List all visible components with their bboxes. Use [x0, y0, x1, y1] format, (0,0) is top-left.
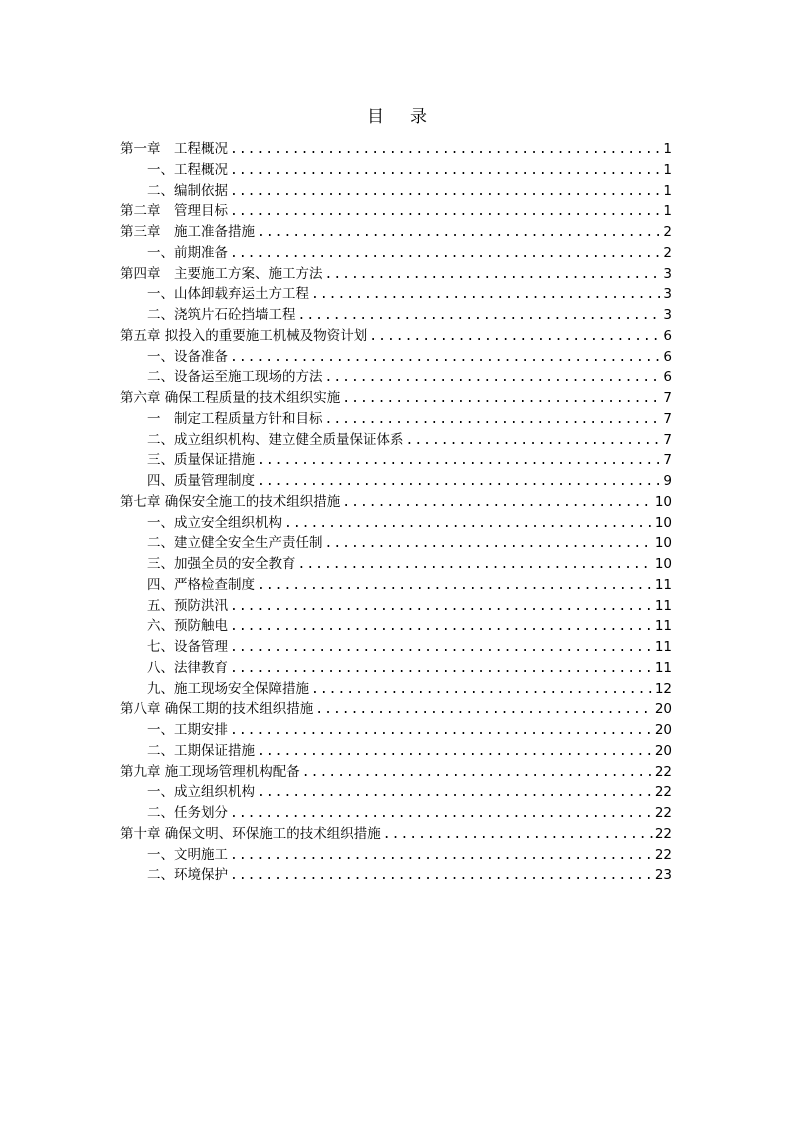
toc-section-entry[interactable]: [120, 782, 672, 803]
toc-entry-page-number: 7: [663, 431, 672, 448]
toc-entry-page-number: 11: [654, 597, 672, 614]
toc-dot-leader: [230, 721, 653, 741]
toc-entry-page-number: 6: [663, 369, 672, 386]
toc-entry-label: 一、工程概况: [147, 161, 228, 178]
toc-entry-label: 三、质量保证措施: [147, 452, 255, 469]
toc-entry-page-number: 3: [663, 286, 672, 303]
toc-dot-leader: [406, 431, 662, 451]
toc-dot-leader: [230, 638, 653, 658]
toc-entry-label: 二、任务划分: [147, 805, 228, 821]
toc-entry-page-number: 22: [654, 784, 672, 801]
toc-section-entry[interactable]: [120, 658, 672, 679]
toc-dot-leader: [342, 389, 661, 409]
toc-entry-page-number: 11: [654, 639, 672, 655]
toc-chapter-entry[interactable]: [120, 699, 672, 720]
toc-dot-leader: [325, 265, 662, 285]
toc-section-entry[interactable]: [120, 865, 672, 886]
toc-dot-leader: [230, 659, 653, 679]
toc-entry-label: 四、质量管理制度: [147, 473, 255, 489]
toc-section-entry[interactable]: [120, 803, 672, 824]
toc-chapter-entry[interactable]: [120, 492, 672, 513]
toc-entry-label: 一、设备准备: [147, 348, 228, 365]
toc-dot-leader: [342, 493, 653, 513]
toc-entry-label: 第十章 确保文明、环保施工的技术组织措施: [120, 825, 381, 842]
toc-entry-page-number: 10: [654, 493, 672, 510]
toc-entry-page-number: 6: [663, 348, 672, 365]
toc-entry-page-number: 1: [663, 182, 672, 199]
toc-dot-leader: [230, 244, 661, 264]
toc-entry-page-number: 20: [654, 742, 672, 759]
toc-section-entry[interactable]: [120, 637, 672, 658]
toc-dot-leader: [230, 804, 653, 824]
toc-dot-leader: [311, 285, 661, 305]
toc-dot-leader: [257, 451, 661, 471]
toc-dot-leader: [325, 410, 662, 430]
toc-entry-label: 二、工期保证措施: [147, 742, 255, 759]
toc-section-entry[interactable]: [120, 554, 672, 575]
toc-entry-label: 二、编制依据: [147, 182, 228, 199]
toc-dot-leader: [311, 680, 653, 700]
toc-chapter-entry[interactable]: [120, 222, 672, 243]
toc-entry-label: 一、成立组织机构: [147, 784, 255, 801]
toc-chapter-entry[interactable]: [120, 388, 672, 409]
toc-list: [120, 139, 672, 886]
toc-section-entry[interactable]: [120, 284, 672, 305]
toc-entry-page-number: 20: [654, 701, 672, 718]
toc-dot-leader: [257, 472, 661, 492]
toc-entry-label: 二、建立健全安全生产责任制: [147, 535, 323, 552]
toc-entry-page-number: 7: [663, 390, 672, 406]
toc-entry-page-number: 2: [663, 244, 672, 261]
toc-section-entry[interactable]: [120, 160, 672, 181]
toc-dot-leader: [257, 576, 653, 596]
toc-entry-label: 一、成立安全组织机构: [147, 514, 282, 531]
toc-entry-page-number: 22: [654, 763, 672, 780]
toc-entry-page-number: 11: [654, 659, 672, 676]
toc-entry-label: 一、工期安排: [147, 722, 228, 738]
toc-dot-leader: [230, 597, 653, 617]
toc-chapter-entry[interactable]: [120, 139, 672, 160]
toc-dot-leader: [315, 700, 653, 720]
toc-entry-label: 七、设备管理: [147, 639, 228, 655]
toc-entry-label: 一、前期准备: [147, 244, 228, 261]
toc-chapter-entry[interactable]: [120, 326, 672, 347]
toc-entry-page-number: 3: [663, 307, 672, 323]
toc-section-entry[interactable]: [120, 181, 672, 202]
toc-entry-label: 八、法律教育: [147, 659, 228, 676]
toc-entry-page-number: 3: [663, 265, 672, 282]
toc-entry-label: 二、设备运至施工现场的方法: [147, 369, 323, 386]
toc-section-entry[interactable]: [120, 471, 672, 492]
toc-section-entry[interactable]: [120, 720, 672, 741]
toc-dot-leader: [230, 866, 653, 886]
toc-entry-label: 第三章 施工准备措施: [120, 224, 255, 240]
toc-entry-page-number: 20: [654, 722, 672, 738]
toc-entry-page-number: 11: [654, 618, 672, 635]
toc-section-entry[interactable]: [120, 347, 672, 368]
toc-entry-label: 第九章 施工现场管理机构配备: [120, 763, 300, 780]
toc-entry-page-number: 11: [654, 576, 672, 593]
toc-section-entry[interactable]: [120, 243, 672, 264]
toc-entry-page-number: 6: [663, 327, 672, 344]
toc-dot-leader: [302, 763, 653, 783]
toc-dot-leader: [230, 846, 653, 866]
toc-entry-label: 第一章 工程概况: [120, 141, 228, 157]
toc-dot-leader: [230, 617, 653, 637]
toc-entry-page-number: 23: [654, 867, 672, 884]
toc-entry-page-number: 7: [663, 452, 672, 469]
toc-entry-label: 六、预防触电: [147, 618, 228, 635]
toc-entry-page-number: 10: [654, 535, 672, 552]
toc-entry-page-number: 1: [663, 141, 672, 157]
toc-title-char-2: 录: [410, 107, 427, 127]
toc-dot-leader: [230, 161, 661, 181]
toc-entry-page-number: 22: [654, 805, 672, 821]
toc-section-entry[interactable]: [120, 367, 672, 388]
toc-entry-label: 二、浇筑片石砼挡墙工程: [147, 307, 296, 323]
toc-entry-page-number: 1: [663, 203, 672, 220]
toc-title-char-1: 目: [367, 107, 384, 127]
toc-dot-leader: [325, 534, 653, 554]
toc-dot-leader: [284, 514, 653, 534]
toc-entry-page-number: 10: [654, 514, 672, 531]
toc-entry-label: 二、环境保护: [147, 867, 228, 884]
toc-dot-leader: [230, 202, 661, 222]
toc-dot-leader: [257, 742, 653, 762]
toc-entry-label: 二、成立组织机构、建立健全质量保证体系: [147, 431, 404, 448]
toc-section-entry[interactable]: [120, 409, 672, 430]
toc-entry-label: 第七章 确保安全施工的技术组织措施: [120, 493, 341, 510]
toc-entry-label: 第八章 确保工期的技术组织措施: [120, 701, 314, 718]
toc-chapter-entry[interactable]: [120, 762, 672, 783]
toc-dot-leader: [257, 223, 661, 243]
toc-entry-page-number: 10: [654, 556, 672, 572]
toc-entry-label: 一、文明施工: [147, 846, 228, 863]
toc-entry-label: 第四章 主要施工方案、施工方法: [120, 265, 323, 282]
toc-entry-page-number: 2: [663, 224, 672, 240]
toc-section-entry[interactable]: [120, 513, 672, 534]
toc-dot-leader: [230, 348, 661, 368]
toc-chapter-entry[interactable]: [120, 201, 672, 222]
toc-dot-leader: [230, 140, 661, 160]
toc-entry-label: 第二章 管理目标: [120, 203, 228, 220]
toc-entry-label: 第六章 确保工程质量的技术组织实施: [120, 390, 341, 406]
toc-section-entry[interactable]: [120, 450, 672, 471]
toc-chapter-entry[interactable]: [120, 824, 672, 845]
toc-dot-leader: [369, 327, 661, 347]
toc-section-entry[interactable]: [120, 533, 672, 554]
toc-dot-leader: [298, 306, 662, 326]
toc-entry-page-number: 1: [663, 161, 672, 178]
toc-title: [0, 105, 794, 129]
toc-section-entry[interactable]: [120, 430, 672, 451]
toc-dot-leader: [257, 783, 653, 803]
toc-entry-label: 第五章 拟投入的重要施工机械及物资计划: [120, 327, 368, 344]
toc-section-entry[interactable]: [120, 616, 672, 637]
toc-dot-leader: [230, 182, 661, 202]
toc-entry-label: 三、加强全员的安全教育: [147, 556, 296, 572]
toc-dot-leader: [325, 368, 662, 388]
toc-section-entry[interactable]: [120, 575, 672, 596]
toc-entry-label: 一、山体卸载弃运土方工程: [147, 286, 309, 303]
toc-entry-page-number: 9: [663, 473, 672, 489]
toc-entry-label: 九、施工现场安全保障措施: [147, 680, 309, 697]
toc-section-entry[interactable]: [120, 845, 672, 866]
toc-entry-label: 五、预防洪汛: [147, 597, 228, 614]
toc-section-entry[interactable]: [120, 679, 672, 700]
toc-entry-page-number: 22: [654, 825, 672, 842]
toc-section-entry[interactable]: [120, 305, 672, 326]
toc-section-entry[interactable]: [120, 596, 672, 617]
toc-entry-label: 四、严格检查制度: [147, 576, 255, 593]
toc-dot-leader: [383, 825, 653, 845]
toc-chapter-entry[interactable]: [120, 264, 672, 285]
toc-entry-page-number: 7: [663, 410, 672, 427]
toc-entry-label: 一 制定工程质量方针和目标: [147, 410, 323, 427]
toc-dot-leader: [298, 555, 653, 575]
toc-entry-page-number: 22: [654, 846, 672, 863]
toc-entry-page-number: 12: [654, 680, 672, 697]
toc-section-entry[interactable]: [120, 741, 672, 762]
